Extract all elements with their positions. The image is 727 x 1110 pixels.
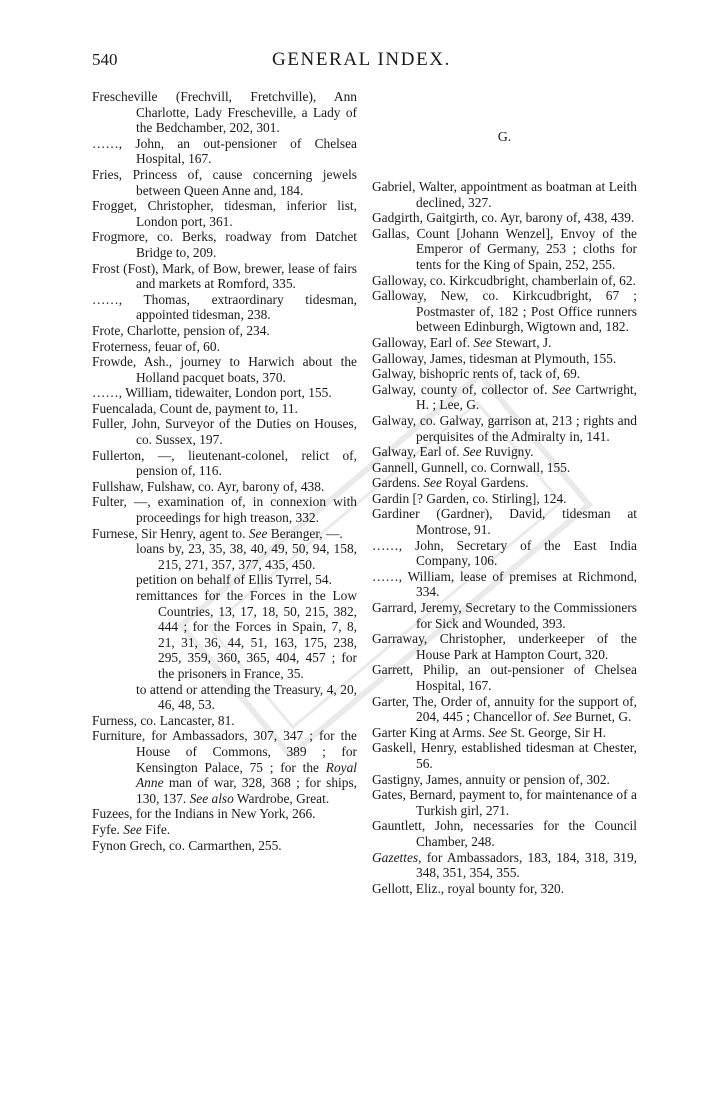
index-entry: Fynon Grech, co. Carmarthen, 255. [92, 837, 282, 853]
index-entry: ……, John, Secretary of the East India Company, 106. [372, 537, 637, 569]
index-entry: Furness, co. Lancaster, 81. [92, 712, 235, 728]
index-entry: Gazettes, for Ambassadors, 183, 184, 318, 319, 348, 351, 354, 355. [372, 849, 637, 881]
index-entry: Frost (Fost), Mark, of Bow, brewer, lease of fairs and markets at Romford, 335. [92, 260, 357, 292]
index-entry: Gaskell, Henry, established tidesman at Chester, 56. [372, 740, 637, 771]
index-entry: Garraway, Christopher, underkeeper of the House Park at Hampton Court, 320. [372, 631, 637, 662]
index-entry: Gastigny, James, annuity or pension of, 302. [372, 771, 610, 787]
index-entry: loans by, 23, 35, 38, 40, 49, 50, 94, 158, 215, 271, 357, 377, 435, 450. [136, 541, 357, 572]
index-entry: Fuzees, for the Indians in New York, 266. [92, 806, 316, 822]
index-entry: Galloway, co. Kirkcudbright, chamberlain of, 62. [372, 272, 636, 288]
index-entry: Fullshaw, Fulshaw, co. Ayr, barony of, 438. [92, 478, 325, 494]
index-entry: Gates, Bernard, payment to, for maintenance of a Turkish girl, 271. [372, 787, 637, 818]
index-entry: Fullerton, —, lieutenant-colonel, relict of, pension of, 116. [92, 447, 357, 479]
index-entry: Froterness, feuar of, 60. [92, 338, 220, 354]
index-entry: Galway, county of, collector of. See Cartwright, H. ; Lee, G. [372, 381, 637, 413]
index-entry: Gannell, Gunnell, co. Cornwall, 155. [372, 459, 571, 475]
index-entry: Gellott, Eliz., royal bounty for, 320. [372, 880, 565, 896]
index-entry: Frogget, Christopher, tidesman, inferior list, London port, 361. [92, 198, 357, 229]
index-entry: Furnese, Sir Henry, agent to. See Beranger, —. [92, 525, 343, 541]
index-entry: ……, Thomas, extraordinary tidesman, appointed tidesman, 238. [92, 291, 357, 323]
page-number: 540 [92, 50, 118, 69]
index-entry: Fuller, John, Surveyor of the Duties on Houses, co. Sussex, 197. [92, 416, 357, 448]
index-entry: Furniture, for Ambassadors, 307, 347 ; for the House of Commons, 389 ; for Kensington Palace, 75 ; for the Royal Anne man of war, 328, 368 ; for ships, 130, 137. See also Wardrobe, Great. [92, 728, 357, 806]
index-entry: Galloway, James, tidesman at Plymouth, 155. [372, 350, 617, 366]
index-entry: Galway, Earl of. See Ruvigny. [372, 444, 534, 460]
index-entry: Frowde, Ash., journey to Harwich about the Holland pacquet boats, 370. [92, 354, 357, 385]
index-entry: Garter, The, Order of, annuity for the support of, 204, 445 ; Chancellor of. See Burnet, G. [372, 693, 637, 725]
index-entry: Gadgirth, Gaitgirth, co. Ayr, barony of, 438, 439. [372, 210, 635, 226]
index-entry: Fuencalada, Count de, payment to, 11. [92, 400, 298, 416]
index-entry: Gardin [? Garden, co. Stirling], 124. [372, 490, 567, 506]
index-entry: Gardens. See Royal Gardens. [372, 475, 529, 491]
index-entry: Frescheville (Frechvill, Fretchville), Ann Charlotte, Lady Frescheville, a Lady of the Bedchamber, 202, 301. [92, 89, 357, 136]
index-entry: ……, John, an out-pensioner of Chelsea Hospital, 167. [92, 135, 357, 167]
section-letter: G. [497, 130, 512, 145]
index-column-right [372, 179, 637, 896]
index-entry: Gabriel, Walter, appointment as boatman at Leith declined, 327. [372, 179, 637, 210]
index-entry: Garrard, Jeremy, Secretary to the Commissioners for Sick and Wounded, 393. [372, 600, 637, 631]
index-entry: Fyfe. See Fife. [92, 821, 171, 837]
index-entry: Galloway, Earl of. See Stewart, J. [372, 334, 552, 350]
index-entry: petition on behalf of Ellis Tyrrel, 54. [136, 572, 332, 588]
index-entry: Gauntlett, John, necessaries for the Council Chamber, 248. [372, 818, 637, 849]
index-entry: to attend or attending the Treasury, 4, 20, 46, 48, 53. [136, 681, 357, 713]
index-entry: Frogmore, co. Berks, roadway from Datchet Bridge to, 209. [92, 229, 357, 260]
running-head: GENERAL INDEX. [272, 49, 451, 70]
index-entry: Garter King at Arms. See St. George, Sir H. [372, 724, 607, 740]
index-entry: Garrett, Philip, an out-pensioner of Chelsea Hospital, 167. [372, 662, 637, 693]
index-entry: Galloway, New, co. Kirkcudbright, 67 ; Postmaster of, 182 ; Post Office runners between Edinburgh, Wigtown and, 182. [372, 288, 637, 335]
index-entry: Galway, co. Galway, garrison at, 213 ; rights and perquisites of the Admiralty in, 141. [372, 412, 637, 444]
index-entry: Frote, Charlotte, pension of, 234. [92, 322, 270, 338]
index-entry: ……, William, lease of premises at Richmond, 334. [372, 568, 637, 600]
index-entry: Gardiner (Gardner), David, tidesman at Montrose, 91. [372, 506, 637, 538]
index-entry: Gallas, Count [Johann Wenzel], Envoy of the Emperor of Germany, 253 ; cloths for tents for the King of Spain, 252, 255. [372, 225, 637, 272]
index-entry: Fulter, —, examination of, in connexion with proceedings for high treason, 332. [92, 494, 357, 526]
index-entry: Fries, Princess of, cause concerning jewels between Queen Anne and, 184. [92, 166, 357, 198]
index-entry: remittances for the Forces in the Low Countries, 13, 17, 18, 50, 215, 382, 444 ; for the Forces in Spain, 7, 8, 21, 31, 36, 44, 51, 163, 175, 238, 295, 359, 360, 365, 404, 457 ; for the prisoners in France, 35. [136, 588, 357, 681]
index-column-left [92, 89, 357, 853]
index-entry: Galway, bishopric rents of, tack of, 69. [372, 366, 581, 382]
index-entry: ……, William, tidewaiter, London port, 155. [92, 385, 332, 401]
